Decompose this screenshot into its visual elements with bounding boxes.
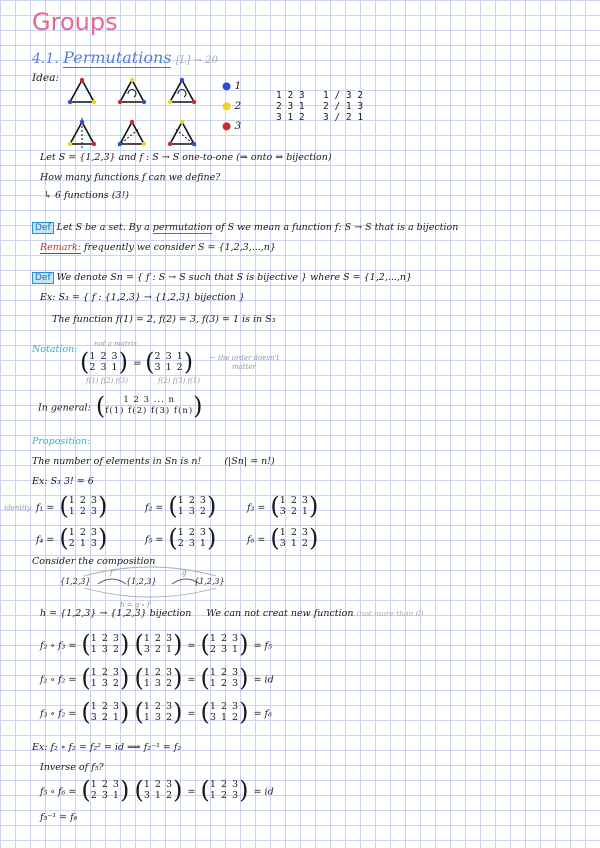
perm-rhs: ( 2 3 1 3 1 2 ): [145, 348, 194, 376]
remark-label: Remark:: [40, 242, 81, 253]
section-ref: [L] → 20: [175, 55, 218, 66]
arrow-label-f: f: [110, 569, 113, 577]
perm-table-left: 1 2 3 2 3 1 3 1 2: [276, 90, 305, 123]
composition-diagram: [60, 562, 260, 610]
triangles-diagram: [60, 70, 200, 160]
identity-note: identity: [4, 504, 32, 512]
composition-h-label: h = g ∘ f: [120, 601, 150, 609]
idea-label: Idea:: [32, 72, 59, 84]
inverse-result: f₅⁻¹ = f₆: [40, 812, 78, 823]
perm-table-right: 1 / 3 2 2 / 1 3 3 / 2 1: [323, 90, 364, 123]
note-order-1: ← the order doesn't: [210, 354, 280, 362]
sub-labels-rhs: f(2) f(3) f(1): [158, 377, 200, 385]
composition-label: Consider the composition: [32, 556, 156, 567]
intro-line-1: Let S = {1,2,3} and f : S → S one-to-one (⇒ onto ⇔ bijection): [40, 152, 332, 163]
equation-3: f₃ ∘ f₂ = ( 1 2 3 3 2 1 ) ( 1 2 3 1 3 2 ) = ( 1 2 3 3 1 2 ) = f₆: [40, 698, 272, 726]
definition-sn: Def We denote Sn = { f : S → S such that S is bijective } where S = {1,2,...,n}: [32, 272, 412, 283]
intro-line-2: How many functions f can we define?: [40, 172, 221, 183]
def-badge: Def: [32, 272, 54, 284]
legend-item-3: ● 3: [222, 120, 242, 132]
section-heading: [32, 48, 218, 67]
notation-label: Notation:: [32, 344, 78, 355]
definition-permutation: Def Let S be a set. By a permutation of S we mean a function f: S → S that is a bijection: [32, 222, 458, 233]
set-right: {1,2,3}: [194, 577, 225, 586]
legend-item-1: ● 1: [222, 80, 242, 92]
triangle-1: [68, 78, 96, 104]
triangle-3: [168, 78, 196, 104]
note-order-2: matter: [232, 363, 256, 371]
composition-line: h = {1,2,3} → {1,2,3} bijection We can not creat new function (not more than 6): [40, 608, 424, 619]
term-permutation: permutation: [152, 222, 213, 233]
inverse-question: Inverse of f₅?: [40, 762, 104, 773]
remark: Remark: frequently we consider S = {1,2,3,...,n}: [40, 242, 276, 253]
general-notation: In general: ( 1 2 3 ... n f(1) f(2) f(3) f(n) ): [38, 392, 203, 420]
sub-labels-lhs: f(1) f(2) f(3): [86, 377, 128, 385]
triangle-2: [118, 78, 146, 104]
section-title: Permutations: [63, 48, 172, 67]
example-s3-count: Ex: S₃ 3! = 6: [32, 476, 94, 487]
page-title: Groups: [32, 8, 118, 36]
triangle-4: [68, 118, 96, 150]
section-number: 4.1.: [32, 51, 59, 67]
arrow-label-g: g: [182, 569, 187, 577]
equation-2: f₂ ∘ f₂ = ( 1 2 3 1 3 2 ) ( 1 2 3 1 3 2 ) = ( 1 2 3 1 2 3 ) = id: [40, 664, 274, 692]
legend-item-2: ● 2: [222, 100, 242, 112]
equation-1: f₂ ∘ f₃ = ( 1 2 3 1 3 2 ) ( 1 2 3 3 2 1 ) = ( 1 2 3 2 3 1 ) = f₅: [40, 630, 272, 658]
notation-equation: ( 1 2 3 2 3 1 ) = ( 2 3 1 3 1 2 ): [80, 348, 194, 376]
set-middle: {1,2,3}: [126, 577, 157, 586]
example-inverse-f2: Ex: f₂ ∘ f₂ = f₂² = id ⟹ f₂⁻¹ = f₂: [32, 742, 182, 753]
example-function: The function f(1) = 2, f(2) = 3, f(3) = 1 is in S₃: [52, 314, 276, 325]
note-not-matrix: not a matrix: [94, 340, 138, 348]
proposition-text: The number of elements in Sn is n! (|Sn| = n!): [32, 456, 275, 467]
perm-lhs: ( 1 2 3 2 3 1 ): [80, 348, 128, 376]
perm-f3: f₃ = ( 1 2 3 3 2 1 ): [247, 492, 319, 520]
perm-f1: f₁ = ( 1 2 3 1 2 3 ): [36, 492, 108, 520]
perm-f4: f₄ = ( 1 2 3 2 1 3 ): [36, 524, 108, 552]
intro-line-3: ↳ 6 functions (3!): [44, 190, 129, 201]
proposition-label: Proposition:: [32, 436, 91, 447]
set-left: {1,2,3}: [60, 577, 91, 586]
perm-f2: f₂ = ( 1 2 3 1 3 2 ): [145, 492, 217, 520]
equation-4: f₅ ∘ f₆ = ( 1 2 3 2 3 1 ) ( 1 2 3 3 1 2 ) = ( 1 2 3 1 2 3 ) = id: [40, 776, 274, 804]
perm-f5: f₅ = ( 1 2 3 2 3 1 ): [145, 524, 217, 552]
triangle-6: [168, 120, 196, 146]
def-badge: Def: [32, 222, 54, 234]
triangle-5: [118, 120, 146, 146]
perm-f6: f₆ = ( 1 2 3 3 1 2 ): [247, 524, 319, 552]
example-s3: Ex: S₃ = { f : {1,2,3} → {1,2,3} bijection }: [40, 292, 245, 303]
